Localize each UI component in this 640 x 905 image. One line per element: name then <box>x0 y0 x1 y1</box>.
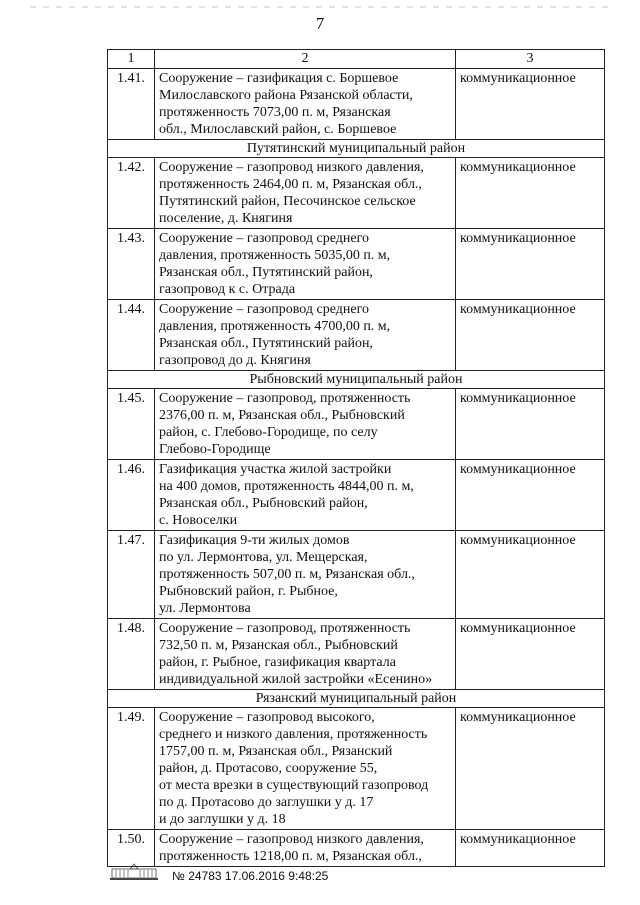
item-category: коммуникационное <box>456 229 605 300</box>
section-row <box>108 371 605 389</box>
item-description: Сооружение – газопровод среднего давления, протяженность 4700,00 п. м, Рязанская обл., Путятинский район, газопровод до д. Княгиня <box>155 300 456 371</box>
item-category: коммуникационное <box>456 158 605 229</box>
column-header-3: 3 <box>456 50 605 69</box>
item-number: 1.43. <box>108 229 155 300</box>
item-number: 1.42. <box>108 158 155 229</box>
item-description: Сооружение – газопровод низкого давления, протяженность 2464,00 п. м, Рязанская обл., Путятинский район, Песочинское сельское поселение, д. Княгиня <box>155 158 456 229</box>
item-description: Газификация 9-ти жилых домов по ул. Лермонтова, ул. Мещерская, протяженность 507,00 п. м, Рязанская обл., Рыбновский район, г. Рыбное, ул. Лермонтова <box>155 531 456 619</box>
table-row <box>108 229 605 300</box>
table-row <box>108 708 605 830</box>
item-number: 1.49. <box>108 708 155 830</box>
item-description: Сооружение – газификация с. Боршевое Милославского района Рязанской области, протяженность 7073,00 п. м, Рязанская обл., Милославский район, с. Боршевое <box>155 69 456 140</box>
item-category: коммуникационное <box>456 460 605 531</box>
item-category: коммуникационное <box>456 69 605 140</box>
table-row <box>108 830 605 867</box>
building-stamp-icon <box>108 862 160 882</box>
registry-table-body <box>108 50 605 867</box>
item-number: 1.47. <box>108 531 155 619</box>
registry-table <box>107 49 605 867</box>
section-row <box>108 690 605 708</box>
item-number: 1.50. <box>108 830 155 867</box>
item-category: коммуникационное <box>456 531 605 619</box>
table-row <box>108 389 605 460</box>
item-description: Сооружение – газопровод среднего давления, протяженность 5035,00 п. м, Рязанская обл., Путятинский район, газопровод к с. Отрада <box>155 229 456 300</box>
item-number: 1.46. <box>108 460 155 531</box>
section-title: Рязанский муниципальный район <box>108 690 605 708</box>
table-row <box>108 460 605 531</box>
section-title: Путятинский муниципальный район <box>108 140 605 158</box>
column-header-1: 1 <box>108 50 155 69</box>
item-category: коммуникационное <box>456 830 605 867</box>
table-row <box>108 619 605 690</box>
page-number: 7 <box>315 14 325 33</box>
item-category: коммуникационное <box>456 708 605 830</box>
column-header-2: 2 <box>155 50 456 69</box>
scan-artifact-line <box>30 6 610 8</box>
item-description: Сооружение – газопровод, протяженность 732,50 п. м, Рязанская обл., Рыбновский район, г. Рыбное, газификация квартала индивидуальной жилой застройки «Есенино» <box>155 619 456 690</box>
section-title: Рыбновский муниципальный район <box>108 371 605 389</box>
table-row <box>108 300 605 371</box>
table-header-row <box>108 50 605 69</box>
item-category: коммуникационное <box>456 300 605 371</box>
table-row <box>108 158 605 229</box>
item-description: Сооружение – газопровод высокого, среднего и низкого давления, протяженность 1757,00 п. м, Рязанская обл., Рязанский район, д. Протасово, сооружение 55, от места врезки в существующий газопровод по д. Протасово до заглушки у д. 17 и до заглушки у д. 18 <box>155 708 456 830</box>
item-number: 1.48. <box>108 619 155 690</box>
registration-stamp: № 24783 17.06.2016 9:48:25 <box>172 869 329 883</box>
item-number: 1.45. <box>108 389 155 460</box>
item-description: Сооружение – газопровод низкого давления, протяженность 1218,00 п. м, Рязанская обл., <box>155 830 456 867</box>
item-number: 1.44. <box>108 300 155 371</box>
table-row <box>108 531 605 619</box>
item-number: 1.41. <box>108 69 155 140</box>
section-row <box>108 140 605 158</box>
item-category: коммуникационное <box>456 619 605 690</box>
item-description: Газификация участка жилой застройки на 400 домов, протяженность 4844,00 п. м, Рязанская обл., Рыбновский район, с. Новоселки <box>155 460 456 531</box>
table-row <box>108 69 605 140</box>
item-description: Сооружение – газопровод, протяженность 2376,00 п. м, Рязанская обл., Рыбновский район, с. Глебово-Городище, по селу Глебово-Городище <box>155 389 456 460</box>
item-category: коммуникационное <box>456 389 605 460</box>
